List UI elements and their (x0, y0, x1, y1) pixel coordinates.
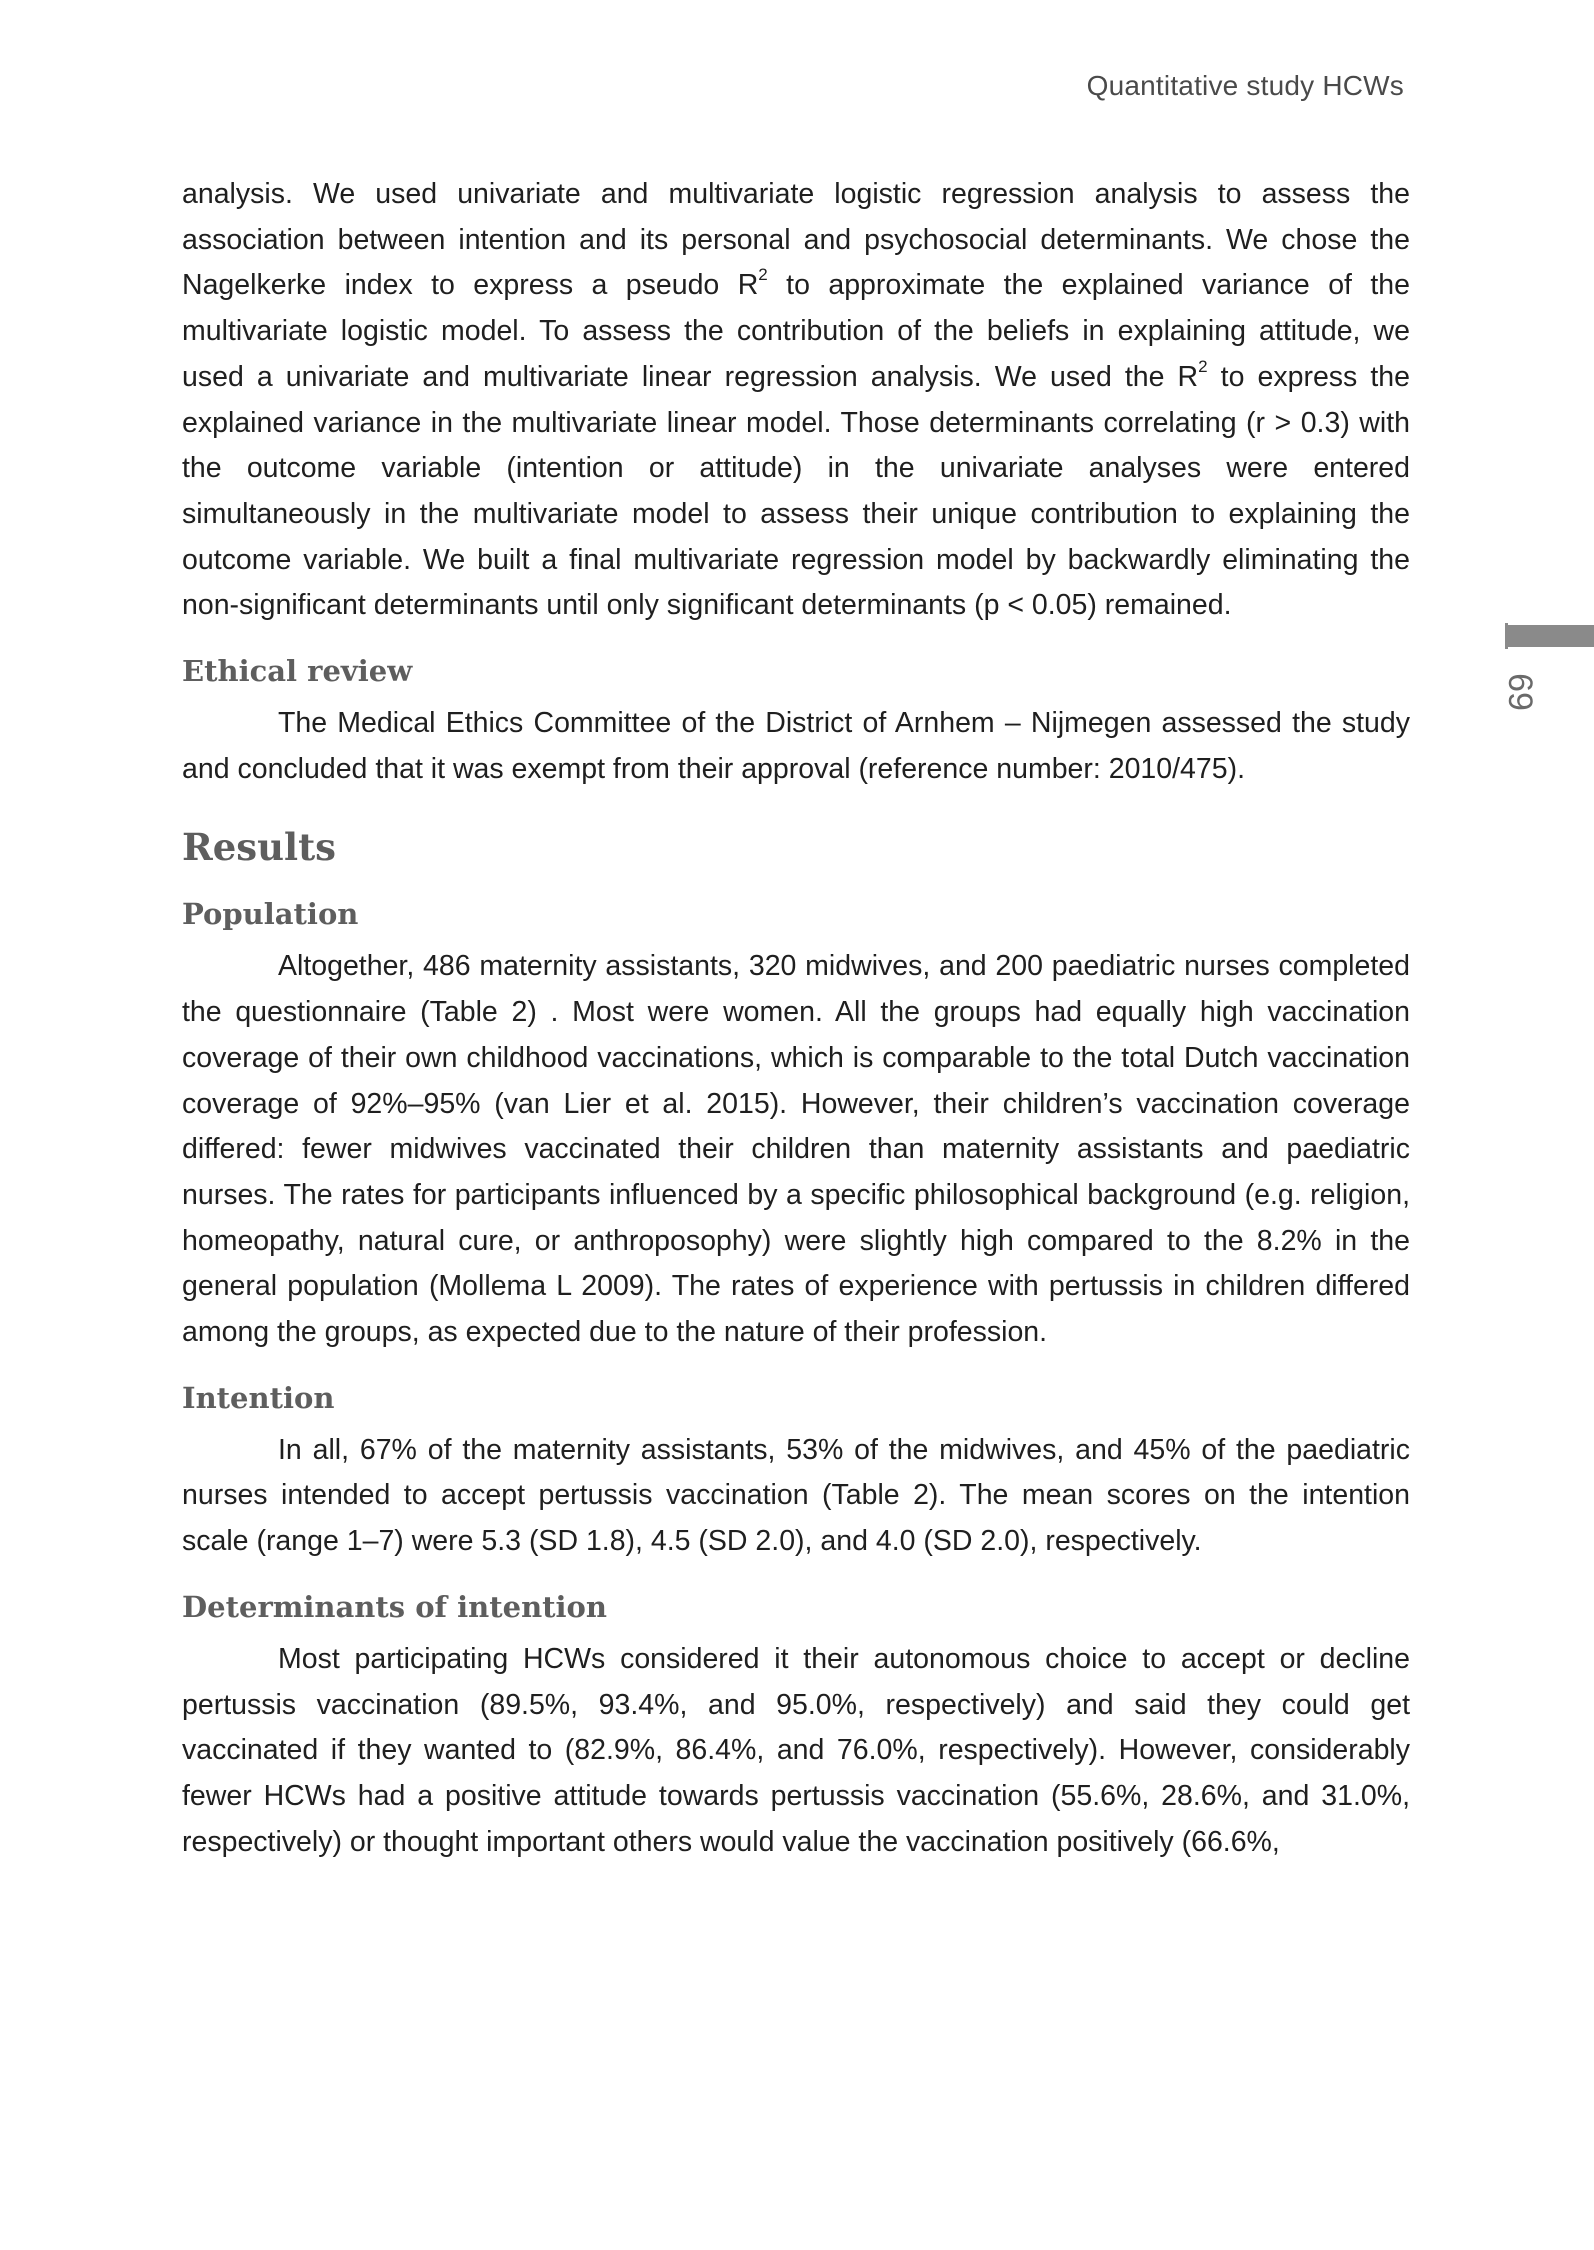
page-number: 69 (1501, 673, 1540, 711)
page-body (182, 172, 1410, 1865)
methods-text-c: to express the explained variance in the multivariate linear model. Those determinants correlating (r > 0.3) with the outcome variable (intention or attitude) in the univariate analyses were entered simultaneously in the multivariate model to assess their unique contribution to explaining the outcome variable. We built a final multivariate regression model by backwardly eliminating the non-significant determinants until only significant determinants (p < 0.05) remained. (182, 360, 1410, 622)
ethical-review-heading: Ethical review (182, 654, 413, 689)
superscript-2: 2 (1198, 356, 1208, 376)
thumb-index-tab (1505, 625, 1594, 647)
running-head: Quantitative study HCWs (1086, 70, 1404, 101)
methods-text-a: analysis. We used univariate and multivariate logistic regression analysis to assess the association between intention and its personal and psychosocial determinants. We chose the Nagelkerke index to express a pseudo R (182, 178, 1410, 302)
intention-heading: Intention (182, 1380, 335, 1415)
methods-text-b: to approximate the explained variance of the multivariate logistic model. To assess the contribution of the beliefs in explaining attitude, we used a univariate and multivariate linear regression analysis. We used the R (182, 269, 1411, 393)
superscript-2: 2 (758, 265, 768, 285)
determinants-heading: Determinants of intention (182, 1589, 607, 1624)
results-heading: Results (182, 825, 336, 870)
population-heading: Population (182, 897, 359, 932)
determinants-paragraph: Most participating HCWs considered it their autonomous choice to accept or decline pertussis vaccination (89.5%, 93.4%, and 95.0%, respectively) and said they could get vaccinated if they wanted to (82.9%, 86.4%, and 76.0%, respectively). However, considerably fewer HCWs had a positive attitude towards pertussis vaccination (55.6%, 28.6%, and 31.0%, respectively) or thought important others would value the vaccination positively (66.6%, (182, 1642, 1410, 1858)
intention-paragraph: In all, 67% of the maternity assistants, 53% of the midwives, and 45% of the paediatric nurses intended to accept pertussis vaccination (Table 2). The mean scores on the intention scale (range 1–7) were 5.3 (SD 1.8), 4.5 (SD 2.0), and 4.0 (SD 2.0), respectively. (182, 1433, 1410, 1558)
methods-paragraph (182, 172, 1410, 629)
ethical-review-paragraph: The Medical Ethics Committee of the District of Arnhem – Nijmegen assessed the study and concluded that it was exempt from their approval (reference number: 2010/475). (182, 707, 1410, 785)
population-paragraph: Altogether, 486 maternity assistants, 320 midwives, and 200 paediatric nurses completed the questionnaire (Table 2) . Most were women. All the groups had equally high vaccination coverage of their own childhood vaccinations, which is comparable to the total Dutch vaccination coverage of 92%–95% (van Lier et al. 2015). However, their children’s vaccination coverage differed: fewer midwives vaccinated their children than maternity assistants and paediatric nurses. The rates for participants influenced by a specific philosophical background (e.g. religion, homeopathy, natural cure, or anthroposophy) were slightly high compared to the 8.2% in the general population (Mollema L 2009). The rates of experience with pertussis in children differed among the groups, as expected due to the nature of their profession. (182, 950, 1410, 1349)
